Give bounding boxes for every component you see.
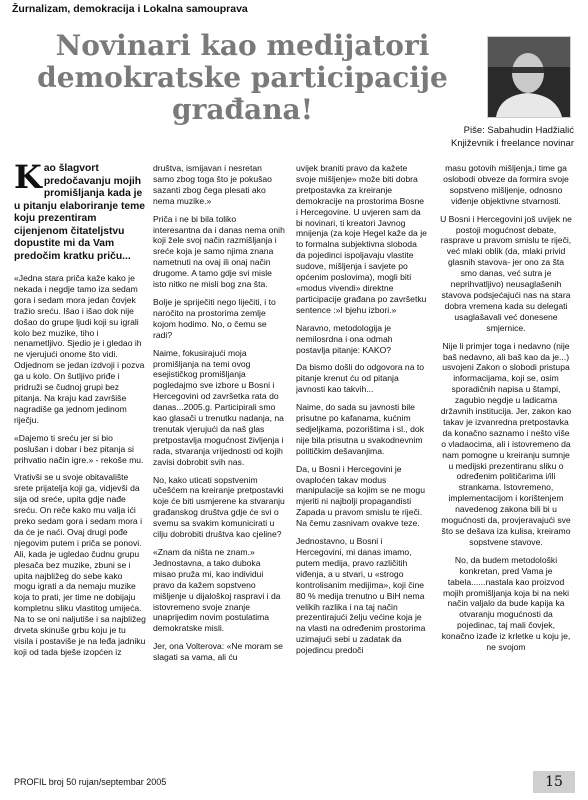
author-role: Književnik i freelance novinar — [450, 138, 574, 149]
paragraph: No, kako uticati sopstvenim učešćem na kreiranje pretpostavki koje će biti usmjerene ka stvaranju građanskog društva gdje će svi o svemu sa svakim komunicirati u cilju dobrobiti društva kao cjeline? — [153, 474, 285, 540]
paragraph: Da, u Bosni i Hercegovini je ovaploćen takav modus manipulacije sa kojim se ne mogu mjeriti ni najbolji propagandisti Zapada u pravom smislu te riječi. Na čemu zasnivam ovakve teze. — [296, 463, 425, 529]
article-column-1 — [14, 163, 146, 765]
paragraph: uvijek braniti pravo da kažete svoje mišljenje» može biti dobra pretpostavka za kreiranje demokracije na prostorima Bosne i Hercegovine. U uvjeren sam da bi novinari, ti kreatori Javnog mnijenja (za koje Hegel kaže da je to formalna subjektivna sloboda da pojedinci ispoljavaju vlastite sudove, mišljenja i savjete po općenim poslovima), mogli biti «modus vivendi» direktne participacije građana po završetku sentence :»I bjehu izbori.» — [296, 163, 427, 315]
magazine-name: PROFIL — [14, 777, 47, 787]
paragraph: Bolje je spriječiti nego liječiti, i to naročito na prostorima zemlje kojom hodimo. No, o čemu se radi? — [153, 296, 276, 340]
paragraph: No, da budem metodološki konkretan, pred Vama je tabela......nastala kao proizvod mojih promišljanja koja bi na neki način valjalo da bude kapija ka otvaranju mogućnosti da pojedinac, taj mali čovjek, konačno izađe iz krletke u koju je, ne svojom — [441, 554, 571, 653]
paragraph: Vrativši se u svoje obitavalište srete prijatelja koji ga, vidjevši da sija od sreće, upita gdje nađe sreću. On reče kako mu valja ići preko sedam gora i sedam mora i da će je naći. Ovaj drugi pođe njegovim putem i priča se ponovi. Ali, kada je ugledao čudnu grupu plesača bez muzike, zbuni se i upita najbližeg do sebe kako mogu igrati a da nemaju muzike koja to prati, jer time ne dobijaju kompletnu sliku vlastitog umijeća. Na to se oni naljutiše i sa najbližeg drveta skinuše grbu koju je tu visila i postaviše je na leđa jadniku koji od tada bješe izopćen iz — [14, 472, 146, 657]
paragraph: Nije li primjer toga i nedavno (nije baš nedavno, ali baš kao da je...) usvojeni Zakon o slobodi pristupa informacijama, koji se, osim sporadičnih napisa u štampi, zagubio negdje u ladicama državnih institucija. Jer, zakon kao takav je izvanredna pretpostavka da konačno saznamo i nešto više o vladaocima, ali i istovremeno da nam pomogne u kreiranju sumnje u medijski prezentiranu sliku o određenim političarima i/ili strankama. Istovremeno, implementacijom i korištenjem navedenog zakona bili bi u mogućnosti da, provjeravajući sve što se dešava iza kulisa, kreiramo sopstvene stavove. — [440, 340, 572, 547]
issue-info: broj 50 rujan/septembar 2005 — [48, 777, 167, 787]
section-kicker: Žurnalizam, demokracija i Lokalna samouprava — [12, 3, 248, 15]
article-column-3 — [296, 163, 428, 765]
drop-cap: K — [14, 163, 42, 196]
paragraph: «Jedna stara priča kaže kako je nekada i negdje tamo iza sedam gora i sedam mora jedan čovjek tražio sreću. Išao i išao dok nije došao do grupe ljudi koji su igrali kolo bez muzike, tiho i nenametljivo. Sjedio je i gledao ih ne vjerujući onome što vidi. Odjednom se jedan izdvoji i pozva ga u kolo. On šutljivo priđe i pridruži se čudnoj grupi bez pitanja. Na kraju kad završiše nagradiše ga jednom jedinom riječju. — [14, 273, 145, 425]
paragraph: Naravno, metodologija je nemilosrdna i ona odmah postavlja pitanje: KAKO? — [296, 322, 393, 355]
paragraph: Naime, do sada su javnosti bile prisutne po kafanama, kućnim sedjeljkama, pozorištima i sl., dok nije bila prisutna u svakodnevnim političkim dešavanjima. — [296, 402, 424, 456]
author-photo — [487, 36, 571, 118]
article-column-4 — [440, 163, 572, 765]
page-footer — [14, 777, 166, 787]
byline — [364, 124, 574, 150]
paragraph: društva, ismijavan i nesretan samo zbog toga što je pokušao sazanti zbog čega plesati ako nema muzike.» — [153, 163, 272, 206]
paragraph: Jer, ona Volterova: «Ne moram se slagati sa vama, ali ću — [153, 641, 283, 663]
paragraph: «Znam da ništa ne znam.» Jednostavna, a tako duboka misao pruža mi, kao individui pravo da kažem sopstveno mišljenje u dijaloškoj raspravi i da istovremeno svoje znanje unaprijedim novim postulatima demokratske misli. — [153, 547, 281, 634]
paragraph: Naime, fokusirajući moja promišljanja na temi ovog esejističkog promišljanja pogledajmo sve izbore u Bosni i Hercegovini od završetka rata do danas...2005.g. Participirali smo kao glasači u trenutku nadanja, na trenutak vjerujući da naš glas pretpostavlja mogućnost življenja i rada, stvaranja vrijednosti od kojih zavisi dobrobit svih nas. — [153, 347, 284, 467]
paragraph: masu gotovih mišljenja,i time ga oslobodi obveze da formira svoje sopstveno mišljenje, odnosno viđenje objektivne stvarnosti. — [443, 163, 569, 206]
author-portrait-icon — [488, 37, 570, 117]
paragraph: Da bismo došli do odgovora na to pitanje krenut ću od pitanja javnosti kao takvih... — [296, 362, 425, 395]
article-column-2 — [153, 163, 285, 765]
paragraph: Priča i ne bi bila toliko interesantna da i danas nema onih koji žele svoj način razmišljanja i sreće koja je samo njima znana nametnuti na ovaj ili onaj način drugome. A tamo gdje svi misle isto nitko ne misli bog zna šta. — [153, 213, 285, 290]
page-number: 15 — [533, 771, 575, 793]
article-headline: Novinari kao medijatori demokratske participacije građana! — [37, 29, 448, 126]
lead-paragraph: Kao šlagvort predočavanju mojih promišljanja kada je u pitanju elaboriranje teme koju prezentiram cijenjenom čitateljstvu dopustite mi da Vam predočim kratku priču... — [14, 163, 146, 262]
paragraph: Jednostavno, u Bosni i Hercegovini, mi danas imamo, putem medija, pravo različitih viđenja, a u stvari, u «strogo kontrolisanim medijima», koji čine 80 % medija trenutno u BiH nema velikih razlika i na taj način prezentirajući želju većine koja je na vlasti na određenim prostorima uzimajući sebi u zadatak da pojedincu predoči — [296, 536, 426, 656]
paragraph: «Dajemo ti sreću jer si bio poslušan i dobar i bez pitanja si prihvatio način igre.» - rekoše mu. — [14, 432, 144, 465]
author-name: Piše: Sabahudin Hadžialić — [463, 125, 574, 136]
paragraph: U Bosni i Hercegovini još uvijek ne postoji mogućnost debate, rasprave u pravom smislu te riječi, već mlaki oblik (da, mlaki privid glasnih stavova- jer ono za šta smo danas, već sutra je neprihvatljivo) neusaglašenih stavova podsjećajući nas na stara dobra vremena kada su delegati usaglašavali već donesene smjernice. — [440, 213, 572, 333]
